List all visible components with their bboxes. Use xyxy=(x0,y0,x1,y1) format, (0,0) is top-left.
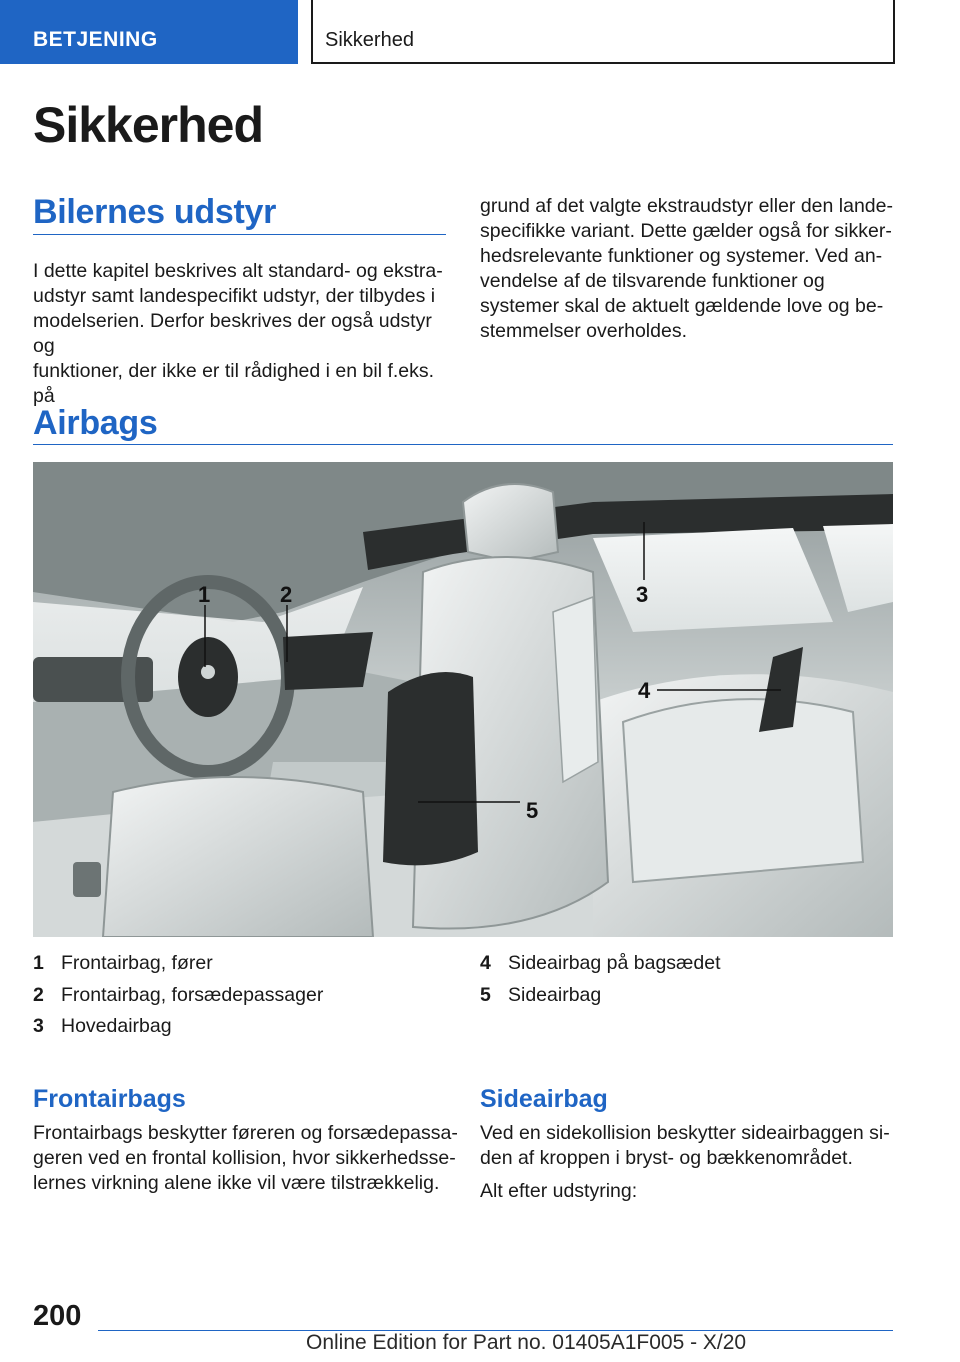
legend-left xyxy=(33,948,323,1043)
airbags-heading: Airbags xyxy=(33,404,158,442)
legend-item: 3 Hovedairbag xyxy=(33,1015,172,1037)
sideairbag-heading: Sideairbag xyxy=(480,1085,608,1113)
airbag-illustration xyxy=(33,462,893,937)
equipment-heading-rule xyxy=(33,234,446,235)
callout-4: 4 xyxy=(638,678,651,703)
frontairbags-text: Frontairbags beskytter føreren og forsædepassa- geren ved en frontal kollision, hvor sikkerhedsse- lernes virkning alene ikke vil være tilstrækkelig. xyxy=(33,1122,458,1194)
section-tab: BETJENING xyxy=(0,0,298,64)
legend-item: 5 Sideairbag xyxy=(480,983,602,1006)
equipment-heading: Bilernes udstyr xyxy=(33,193,277,231)
airbags-heading-rule xyxy=(33,444,893,445)
topic-header: Sikkerhed xyxy=(311,0,895,64)
sideairbag-text: Ved en sidekollision beskytter sideairbaggen si- den af kroppen i bryst- og bækkenområdet. Alt efter udstyring: xyxy=(480,1122,890,1202)
footer-edition: Online Edition for Part no. 01405A1F005 - X/20 xyxy=(306,1331,747,1354)
callout-3: 3 xyxy=(636,582,649,607)
page-number: 200 xyxy=(33,1300,82,1332)
legend-item: 1 Frontairbag, fører xyxy=(33,952,213,974)
legend-item: 2 Frontairbag, forsædepassager xyxy=(33,983,324,1006)
legend-item: 4 Sideairbag på bagsædet xyxy=(480,952,721,974)
frontairbags-heading: Frontairbags xyxy=(33,1085,186,1113)
equipment-text-left: I dette kapitel beskrives alt standard- og ekstra- udstyr samt landespecifikt udstyr, der tilbydes i modelserien. Derfor beskrives der også udstyr og funktioner, der ikke er til rådighed i en bil f.eks. på xyxy=(33,260,443,407)
page-title: Sikkerhed xyxy=(33,97,264,153)
equipment-text-right: grund af det valgte ekstraudstyr eller den lande- specifikke variant. Dette gælder også for sikker- hedsrelevante funktioner og systemer. Ved an- vendelse af de tilsvarende funktioner og systemer skal de aktuelt gældende love og be- stemmelser overholdes. xyxy=(480,195,893,342)
legend-right xyxy=(480,948,721,1011)
callout-2: 2 xyxy=(280,582,293,607)
callout-1: 1 xyxy=(198,582,211,607)
callout-5: 5 xyxy=(526,798,539,823)
